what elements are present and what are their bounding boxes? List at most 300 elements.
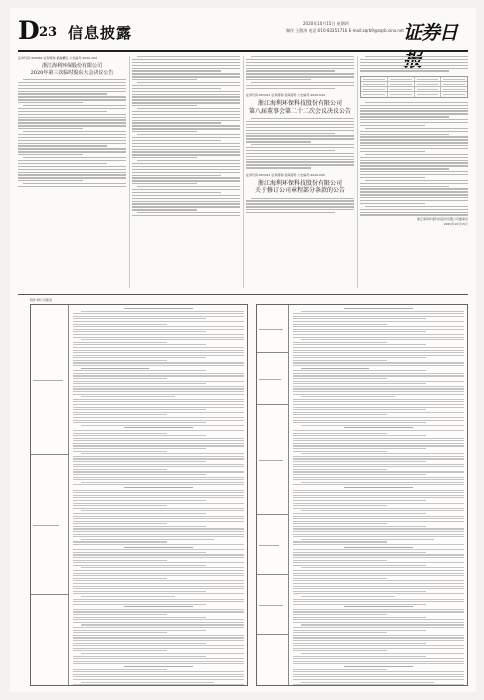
text-line [293, 417, 464, 418]
text-line [293, 316, 464, 317]
text-line [132, 68, 240, 69]
text-line [132, 99, 240, 100]
text-line [293, 534, 464, 535]
text-line [246, 212, 335, 213]
text-line [293, 619, 464, 620]
table-body [70, 305, 247, 685]
text-line [360, 70, 449, 71]
text-line [73, 656, 206, 657]
text-line [360, 105, 468, 106]
text-line [132, 65, 240, 66]
text-line [360, 177, 425, 178]
section-letter: D [18, 16, 40, 45]
text-line [293, 575, 464, 576]
text-line [132, 85, 240, 86]
text-line [293, 430, 464, 431]
text-line [18, 85, 126, 86]
text-line [293, 337, 464, 338]
text-line [73, 552, 206, 553]
text-line [293, 433, 387, 434]
table-row [257, 405, 289, 515]
text-line [360, 162, 468, 163]
text-line [73, 492, 244, 493]
text-line [246, 70, 335, 71]
text-line [73, 580, 244, 581]
text-line [73, 588, 244, 589]
text-line [18, 122, 126, 123]
table-row [257, 575, 289, 635]
text-line [73, 617, 206, 618]
text-line [73, 663, 244, 664]
text-line [360, 68, 468, 69]
text-line [246, 73, 354, 74]
text-line [73, 635, 244, 636]
text-line [293, 324, 387, 325]
text-line [73, 409, 206, 410]
text-line [132, 177, 240, 178]
text-line [73, 381, 244, 382]
text-line [18, 93, 107, 94]
text-line [301, 624, 464, 625]
text-line [73, 451, 167, 452]
text-line [293, 350, 464, 351]
text-line [73, 355, 244, 356]
text-line [73, 386, 244, 387]
text-line [360, 157, 468, 158]
date-line: 2020年10月15日 星期四 [303, 21, 349, 26]
section-number: 23 [39, 25, 58, 40]
text-line [360, 65, 468, 66]
text-line [293, 404, 464, 405]
text-line [73, 676, 244, 677]
text-line [293, 464, 464, 465]
text-line [360, 203, 425, 204]
text-line [137, 212, 240, 213]
text-line [73, 593, 244, 594]
text-line [293, 378, 387, 379]
text-line [132, 154, 240, 155]
text-line [360, 151, 425, 152]
text-line [293, 365, 464, 366]
text-line [73, 490, 244, 491]
text-line [293, 570, 464, 571]
text-line [132, 105, 197, 106]
text-line [81, 425, 244, 426]
text-line [360, 119, 468, 120]
text-line [293, 599, 464, 600]
text-line [73, 541, 167, 542]
text-line [246, 65, 354, 66]
text-line [132, 189, 240, 190]
text-line [73, 674, 244, 675]
text-line [132, 91, 240, 92]
text-line [18, 111, 107, 112]
text-line [73, 370, 206, 371]
text-line [365, 180, 468, 181]
text-line [73, 565, 206, 566]
text-line [132, 73, 240, 74]
text-line [132, 151, 240, 152]
text-line [73, 645, 244, 646]
text-line [132, 120, 240, 121]
text-line [73, 536, 244, 537]
text-line [124, 487, 192, 488]
text-line [73, 630, 206, 631]
text-line [251, 144, 354, 145]
text-line [365, 206, 468, 207]
text-line [293, 679, 464, 680]
text-line [73, 508, 244, 509]
text-line [293, 541, 387, 542]
text-line [293, 422, 426, 423]
text-line [23, 157, 126, 158]
text-line [73, 378, 167, 379]
text-line [293, 420, 464, 421]
text-line [124, 308, 192, 309]
text-line [293, 399, 464, 400]
text-line [132, 166, 240, 167]
text-line [73, 445, 244, 446]
text-line [73, 464, 244, 465]
text-line [246, 133, 335, 134]
text-line [360, 171, 468, 172]
text-line [293, 360, 387, 361]
text-line [73, 414, 167, 415]
text-line [344, 487, 412, 488]
text-line [132, 201, 240, 202]
text-line [293, 676, 464, 677]
text-line [73, 614, 167, 615]
text-line [293, 562, 464, 563]
text-line [360, 62, 468, 63]
text-line [18, 128, 83, 129]
text-line [293, 617, 426, 618]
text-line [73, 611, 244, 612]
text-line [132, 111, 240, 112]
text-line [344, 308, 412, 309]
text-line [132, 131, 197, 132]
text-line [73, 337, 244, 338]
text-line [81, 596, 175, 597]
text-line [73, 523, 167, 524]
text-line [360, 145, 468, 146]
text-line [73, 391, 244, 392]
text-line [81, 453, 244, 454]
text-line [251, 82, 354, 83]
text-line [132, 183, 197, 184]
text-line [124, 547, 192, 548]
text-line [293, 573, 464, 574]
text-line [293, 391, 464, 392]
announcement-stock-line: 证券代码:300464 证券简称:星徽精密 公告编号:2020-104 [18, 56, 97, 60]
text-line [293, 648, 464, 649]
text-line [293, 438, 464, 439]
text-line [73, 513, 206, 514]
column-3 [246, 56, 354, 288]
text-line [18, 91, 126, 92]
announcement-body [246, 118, 354, 168]
text-line [18, 140, 126, 141]
text-line [73, 329, 244, 330]
text-line [293, 650, 387, 651]
text-line [73, 531, 244, 532]
text-line [293, 412, 464, 413]
column-divider [129, 56, 130, 288]
text-line [132, 175, 221, 176]
column-divider [357, 56, 358, 288]
text-line [293, 334, 464, 335]
text-line [293, 477, 464, 478]
text-line [293, 586, 464, 587]
text-line [73, 521, 244, 522]
text-line [360, 113, 468, 114]
text-line [73, 684, 244, 685]
text-line [132, 195, 240, 196]
text-line [293, 622, 464, 623]
text-line [293, 414, 387, 415]
text-line [293, 394, 464, 395]
text-line [18, 186, 126, 187]
text-line [251, 198, 354, 199]
text-line [73, 350, 244, 351]
text-line [73, 417, 244, 418]
announcement-2 [246, 93, 354, 168]
text-line [344, 547, 412, 548]
text-line [293, 355, 464, 356]
text-line [360, 191, 468, 192]
announcement-body [360, 56, 468, 72]
text-line [246, 156, 354, 157]
newspaper-logo: 证券日 [403, 22, 458, 44]
text-line [73, 528, 244, 529]
text-line [18, 119, 126, 120]
signoff-company: 浙江海利环保科技股份有限公司董事会 [416, 217, 468, 222]
announcement-title: 浙江海利环保科技股份有限公司 关于修订公司章程部分条款的公告 [254, 179, 345, 195]
text-line [73, 637, 244, 638]
announcement-title: 浙江海利环保科技股份有限公司 第八届董事会第二十二次会议决议公告 [248, 100, 351, 115]
text-line [246, 62, 354, 63]
text-line [246, 209, 354, 210]
text-line [360, 165, 468, 166]
text-line [73, 334, 244, 335]
text-line [293, 627, 464, 628]
text-line [360, 131, 468, 132]
text-line [360, 188, 468, 189]
text-line [132, 70, 221, 71]
text-line [73, 534, 244, 535]
text-line [23, 105, 126, 106]
amendment-comparison-table-right [256, 304, 468, 686]
text-line [293, 513, 426, 514]
text-line [18, 143, 126, 144]
masthead [18, 18, 468, 48]
text-line [293, 448, 426, 449]
text-line [293, 388, 464, 389]
text-line [81, 539, 214, 540]
text-line [73, 601, 244, 602]
text-line [360, 108, 468, 109]
text-line [73, 357, 206, 358]
text-line [132, 122, 221, 123]
text-line [344, 606, 412, 607]
text-line [23, 183, 126, 184]
text-line [293, 661, 464, 662]
text-line [132, 215, 240, 216]
text-line [73, 422, 206, 423]
text-line [73, 671, 244, 672]
text-line [293, 466, 464, 467]
text-line [81, 482, 244, 483]
text-line [18, 180, 83, 181]
text-line [293, 492, 464, 493]
text-line [293, 521, 464, 522]
text-line [293, 500, 426, 501]
text-line [293, 552, 426, 553]
announcement-stock-line: 证券代码:603311 证券简称:金海高科 公告编号:2020-044 [246, 93, 325, 98]
text-line [246, 135, 354, 136]
text-line [293, 321, 464, 322]
text-line [293, 614, 387, 615]
text-line [137, 134, 240, 135]
text-line [73, 609, 244, 610]
text-line [73, 440, 244, 441]
text-line [73, 433, 167, 434]
amendment-comparison-table-left [30, 304, 248, 686]
text-line [73, 469, 167, 470]
table-row [257, 305, 289, 353]
text-line [293, 370, 426, 371]
text-line [293, 383, 426, 384]
text-line [360, 148, 468, 149]
upper-announcements [18, 56, 468, 288]
text-line [301, 396, 395, 397]
text-line [81, 653, 244, 654]
announcement-body [246, 56, 354, 89]
text-line [293, 479, 464, 480]
text-line [293, 591, 426, 592]
text-line [365, 154, 468, 155]
text-line [18, 134, 126, 135]
text-line [293, 669, 387, 670]
text-line [293, 326, 464, 327]
text-line [73, 404, 244, 405]
text-line [18, 148, 126, 149]
text-line [293, 528, 464, 529]
text-line [132, 203, 240, 204]
text-line [301, 682, 434, 683]
text-line [246, 124, 354, 125]
table-row [257, 353, 289, 405]
text-line [293, 318, 426, 319]
text-line [73, 619, 244, 620]
text-line [132, 94, 240, 95]
text-line [73, 627, 244, 628]
text-line [132, 172, 240, 173]
text-line [251, 56, 354, 57]
text-line [301, 567, 464, 568]
text-line [360, 125, 425, 126]
text-line [360, 194, 468, 195]
text-line [293, 331, 426, 332]
text-line [73, 474, 206, 475]
text-line [246, 130, 354, 131]
text-line [293, 526, 426, 527]
text-line [293, 632, 387, 633]
text-line [301, 482, 464, 483]
text-line [293, 583, 464, 584]
text-line [365, 102, 468, 103]
text-line [293, 663, 464, 664]
text-line [293, 451, 387, 452]
text-line [18, 154, 83, 155]
text-line [18, 137, 126, 138]
column-2 [132, 56, 240, 288]
text-line [132, 79, 197, 80]
text-line [73, 632, 167, 633]
text-line [293, 373, 464, 374]
text-line [73, 342, 167, 343]
text-line [73, 575, 244, 576]
text-line [73, 365, 244, 366]
announcement-1 [18, 56, 126, 187]
text-line [73, 658, 244, 659]
text-line [132, 192, 221, 193]
text-line [73, 466, 244, 467]
text-line [73, 399, 244, 400]
text-line [293, 601, 464, 602]
text-line [73, 591, 206, 592]
text-line [18, 99, 126, 100]
text-line [293, 604, 426, 605]
text-line [293, 588, 464, 589]
text-line [301, 653, 464, 654]
text-line [132, 163, 240, 164]
text-line [132, 206, 240, 207]
text-line [293, 458, 464, 459]
text-line [132, 209, 197, 210]
text-line [73, 557, 244, 558]
text-line [73, 518, 244, 519]
text-line [246, 76, 354, 77]
text-line [293, 381, 464, 382]
text-line [132, 146, 240, 147]
editor-contact-line: 制作 王敬涛 电话:010-83251716 E-mail:zqrb9@zqrb.sina.net [286, 28, 404, 33]
text-line [293, 443, 464, 444]
text-line [293, 484, 464, 485]
signoff-date: 2020年10月15日 [443, 222, 468, 227]
section-title: 信息披露 [68, 24, 133, 42]
text-line [73, 471, 244, 472]
text-line [293, 445, 464, 446]
text-line [73, 573, 244, 574]
text-line [365, 128, 468, 129]
text-line [18, 82, 126, 83]
text-line [301, 368, 369, 369]
table-row [257, 515, 289, 575]
text-line [132, 169, 240, 170]
text-line [73, 313, 244, 314]
text-line [293, 684, 464, 685]
table-row [31, 305, 69, 455]
text-line [132, 62, 240, 63]
text-line [73, 394, 244, 395]
text-line [137, 186, 240, 187]
text-line [18, 166, 126, 167]
text-line [301, 453, 464, 454]
announcement-body [360, 102, 468, 216]
text-line [293, 357, 426, 358]
text-line [293, 508, 464, 509]
